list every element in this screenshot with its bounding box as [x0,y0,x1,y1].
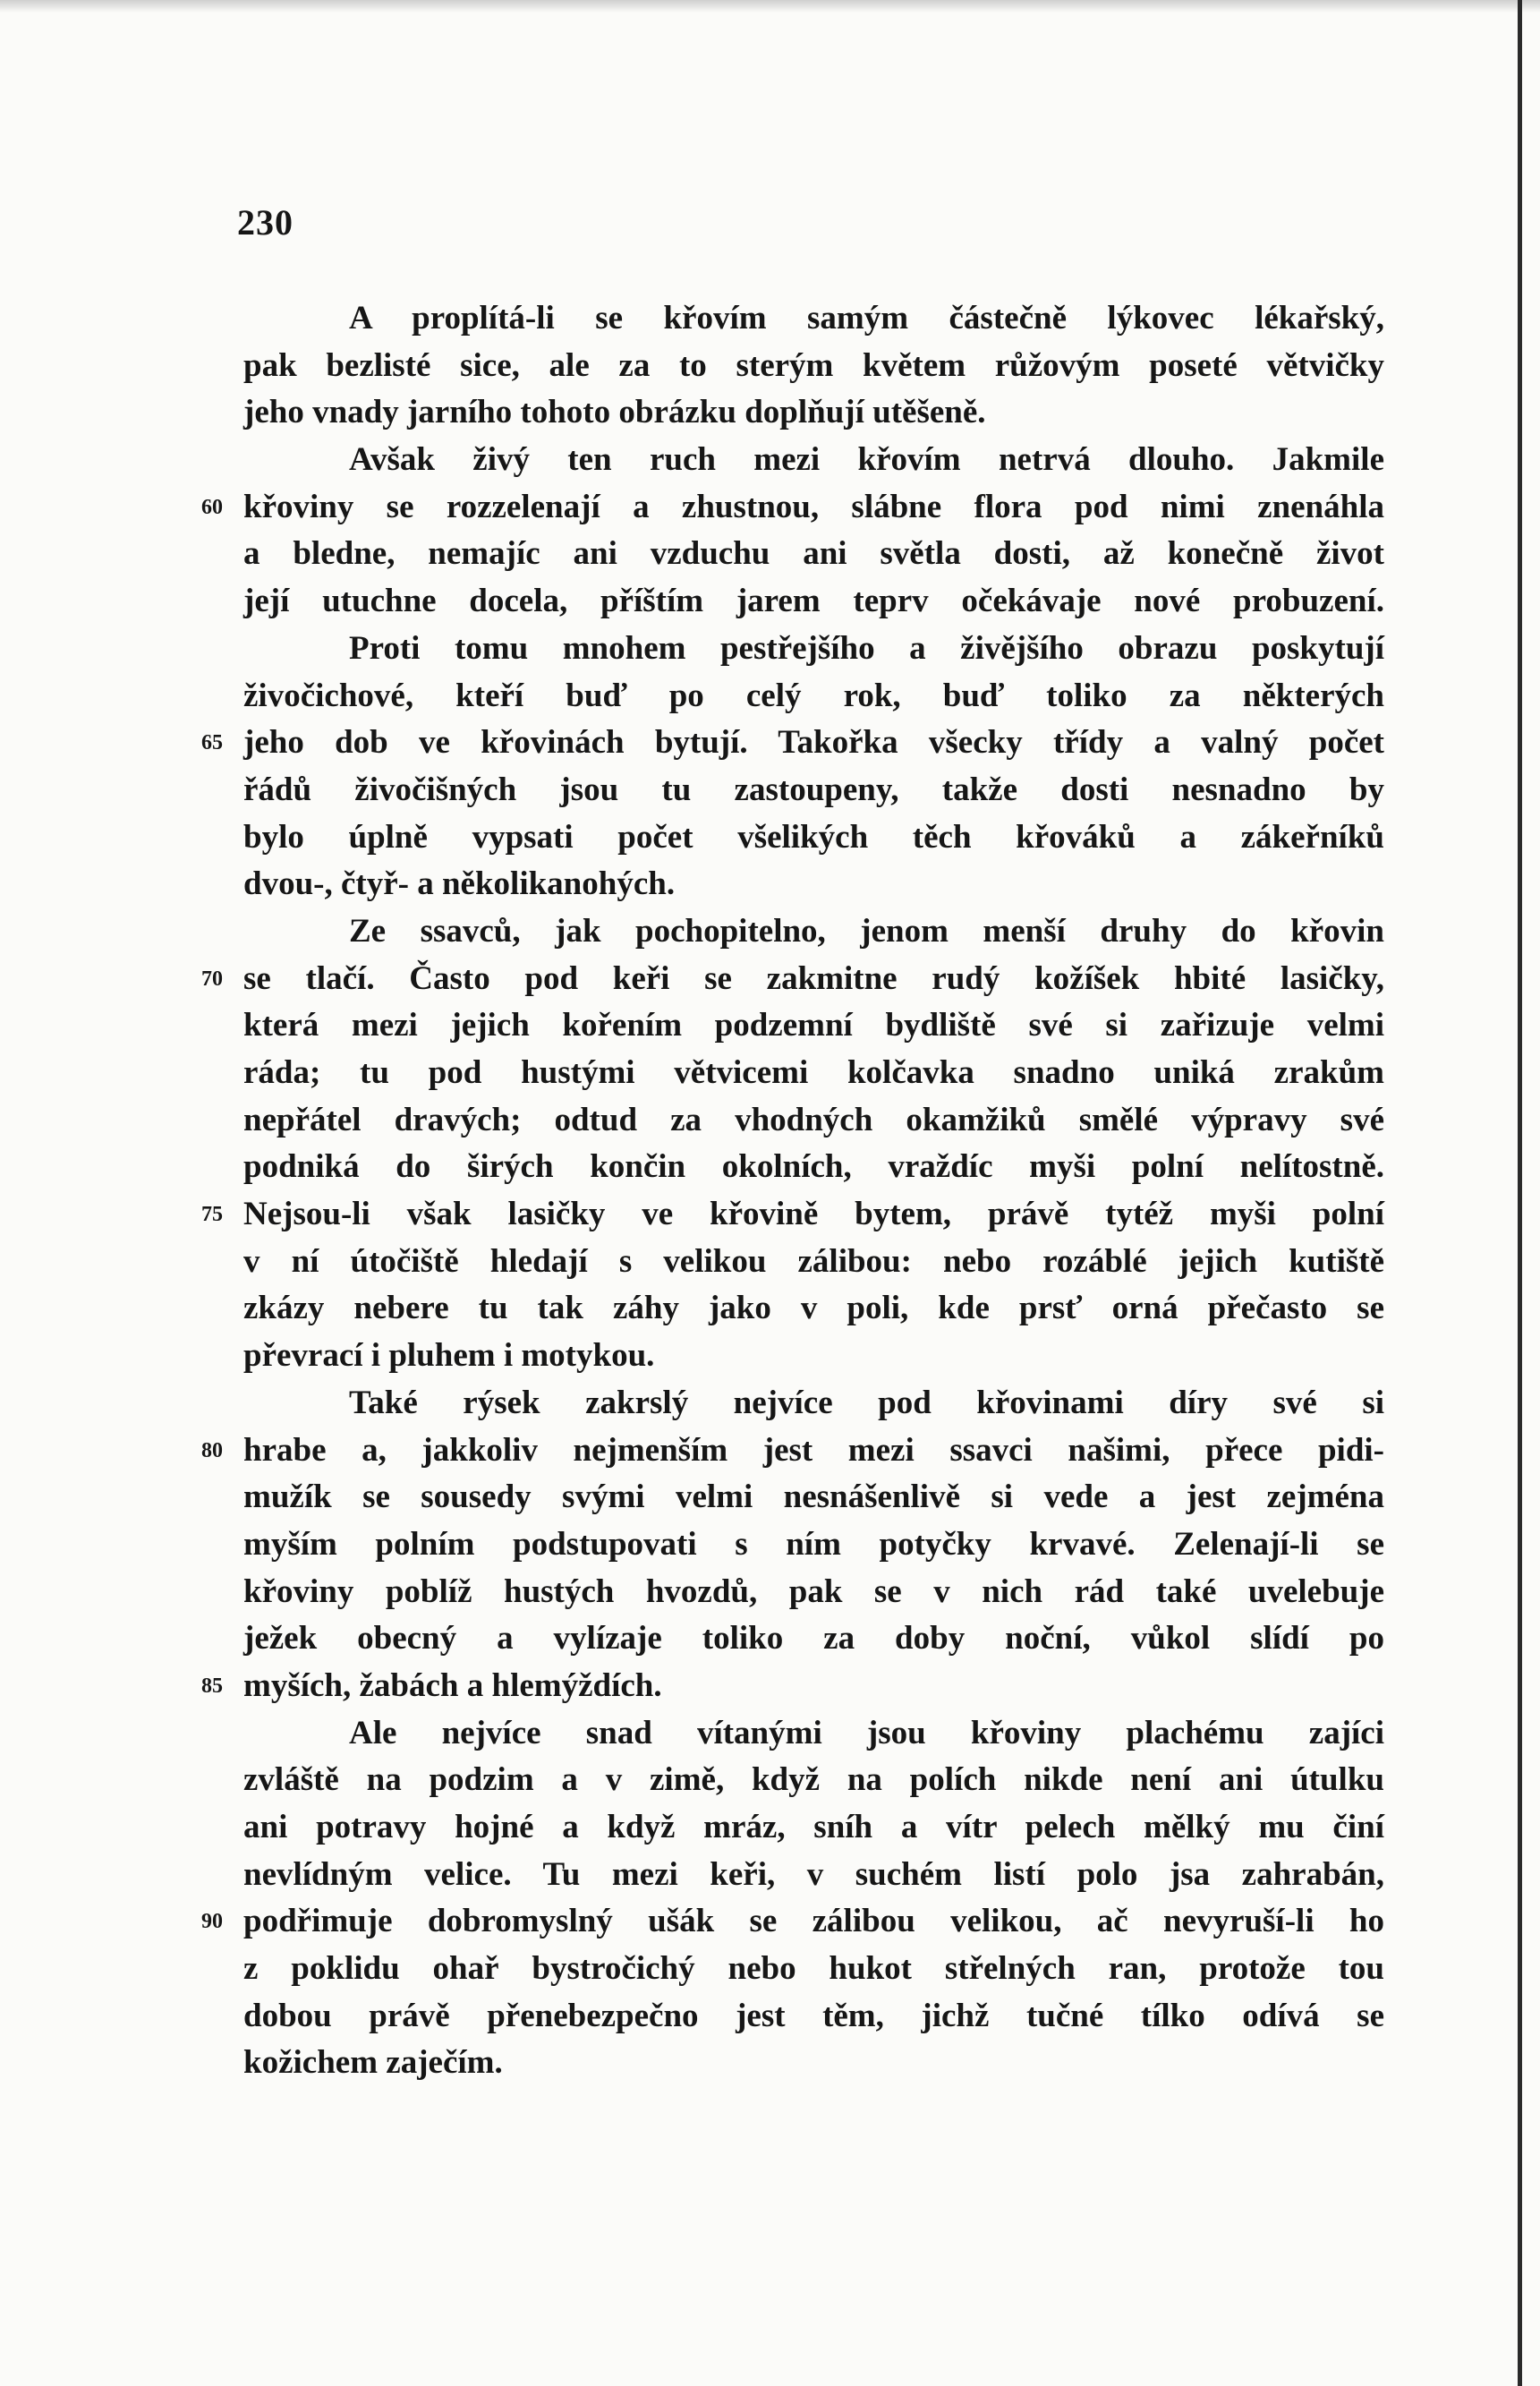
line-text: z poklidu ohař bystročichý nebo hukot střelných ran, protože tou [243,1950,1384,1988]
line-text: dvou-, čtyř- a několikanohých. [243,865,676,903]
text-line [201,720,1384,767]
text-line [243,1569,1384,1616]
line-text: živočichové, kteří buď po celý rok, buď toliko za některých [243,677,1384,714]
line-text: dobou právě přenebezpečno jest těm, jichž tučné tílko odívá se [243,1997,1384,2034]
text-line [243,1757,1384,1804]
line-text: křoviny se rozzelenají a zhustnou, slábne flora pod nimi znenáhla [243,488,1384,525]
scan-top-shadow [0,0,1540,13]
text-line [243,1615,1384,1663]
text-line [243,814,1384,862]
line-text: zvláště na podzim a v zimě, když na polích nikde není ani útulku [243,1761,1384,1799]
line-text: Proti tomu mnohem pestřejšího a živějšího obrazu poskytují [349,629,1384,667]
text-line [243,861,1384,908]
text-line [201,1898,1384,1946]
line-text: Také rýsek zakrslý nejvíce pod křovinami díry své si [349,1384,1384,1421]
text-line [243,1993,1384,2041]
text-line [243,578,1384,626]
text-line [243,1002,1384,1050]
line-text: zkázy nebere tu tak záhy jako v poli, kde prsť orná přečasto se [243,1290,1384,1327]
text-line [201,1663,1384,1710]
text-line [201,484,1384,532]
text-line [243,343,1384,390]
line-text: hrabe a, jakkoliv nejmenším jest mezi ssavci našimi, přece pidi- [243,1431,1384,1469]
line-number: 80 [201,1438,223,1462]
text-line [243,673,1384,720]
line-text: bylo úplně vypsati počet všelikých těch křováků a zákeřníků [243,818,1384,856]
line-text: která mezi jejich kořením podzemní bydliště své si zařizuje velmi [243,1007,1384,1044]
text-line [243,1285,1384,1333]
line-text: její utuchne docela, příštím jarem teprv očekávaje nové probuzení. [243,583,1384,620]
text-line [201,956,1384,1003]
text-line [243,2040,1384,2087]
line-text: A proplítá-li se křovím samým částečně lýkovec lékařský, [349,300,1384,337]
line-text: pak bezlisté sice, ale za to sterým květem růžovým poseté větvičky [243,346,1384,384]
line-text: v ní útočiště hledají s velikou zálibou: nebo rozáblé jejich kutiště [243,1242,1384,1280]
text-line [243,531,1384,578]
text-line [243,1852,1384,1899]
text-line [243,1710,1384,1758]
line-number: 90 [201,1910,223,1934]
line-text: převrací i pluhem i motykou. [243,1337,655,1375]
text-line [243,1239,1384,1286]
line-text: ježek obecný a vylízaje toliko za doby noční, vůkol slídí po [243,1620,1384,1657]
body-text [201,295,1384,2087]
line-text: kožichem zaječím. [243,2044,503,2082]
text-line [243,1521,1384,1569]
scan-right-edge [1518,0,1522,2386]
line-text: podřimuje dobromyslný ušák se zálibou velikou, ač nevyruší-li ho [243,1903,1384,1940]
line-text: nevlídným velice. Tu mezi keři, v suchém listí polo jsa zahrabán, [243,1855,1384,1893]
text-line [243,908,1384,956]
text-line [201,1191,1384,1239]
text-line [243,1380,1384,1427]
text-line [243,437,1384,484]
line-text: Ale nejvíce snad vítanými jsou křoviny plachému zajíci [349,1714,1384,1751]
text-line [243,1097,1384,1145]
line-text: mužík se sousedy svými velmi nesnášenlivě si vede a jest zejména [243,1478,1384,1516]
text-line [243,1474,1384,1521]
line-text: ani potravy hojné a když mráz, sníh a vítr pelech mělký mu činí [243,1809,1384,1845]
text-line [243,1333,1384,1380]
text-line [243,626,1384,673]
text-line [243,1804,1384,1852]
line-text: Avšak živý ten ruch mezi křovím netrvá dlouho. Jakmile [349,441,1384,479]
line-text: myších, žabách a hlemýždích. [243,1666,662,1704]
line-text: jeho vnady jarního tohoto obrázku doplňují utěšeně. [243,394,986,431]
line-text: a bledne, nemajíc ani vzduchu ani světla dosti, až konečně život [243,535,1384,573]
page-number: 230 [237,202,294,243]
line-text: křoviny poblíž hustých hvozdů, pak se v nich rád také uvelebuje [243,1572,1384,1610]
text-line [243,295,1384,343]
line-text: Ze ssavců, jak pochopitelno, jenom menší druhy do křovin [349,912,1384,950]
text-line [243,1050,1384,1097]
line-text: se tlačí. Často pod keři se zakmitne rudý kožíšek hbité lasičky, [243,959,1384,997]
text-line [243,1946,1384,1993]
line-text: ráda; tu pod hustými větvicemi kolčavka snadno uniká zrakům [243,1054,1384,1091]
line-text: jeho dob ve křovinách bytují. Takořka všecky třídy a valný počet [243,724,1384,762]
text-line [201,1427,1384,1475]
line-number: 85 [201,1674,223,1698]
line-text: nepřátel dravých; odtud za vhodných okamžiků smělé výpravy své [243,1101,1384,1138]
line-text: myším polním podstupovati s ním potyčky krvavé. Zelenají-li se [243,1525,1384,1563]
line-number: 70 [201,967,223,991]
line-text: Nejsou-li však lasičky ve křovině bytem, právě tytéž myši polní [243,1196,1384,1233]
line-number: 65 [201,731,223,755]
text-line [243,389,1384,437]
line-number: 60 [201,495,223,519]
line-number: 75 [201,1203,223,1227]
text-line [243,1144,1384,1191]
text-line [243,767,1384,814]
line-text: řádů živočišných jsou tu zastoupeny, takže dosti nesnadno by [243,771,1384,808]
line-text: podniká do širých končin okolních, vraždíc myši polní nelítostně. [243,1148,1384,1186]
